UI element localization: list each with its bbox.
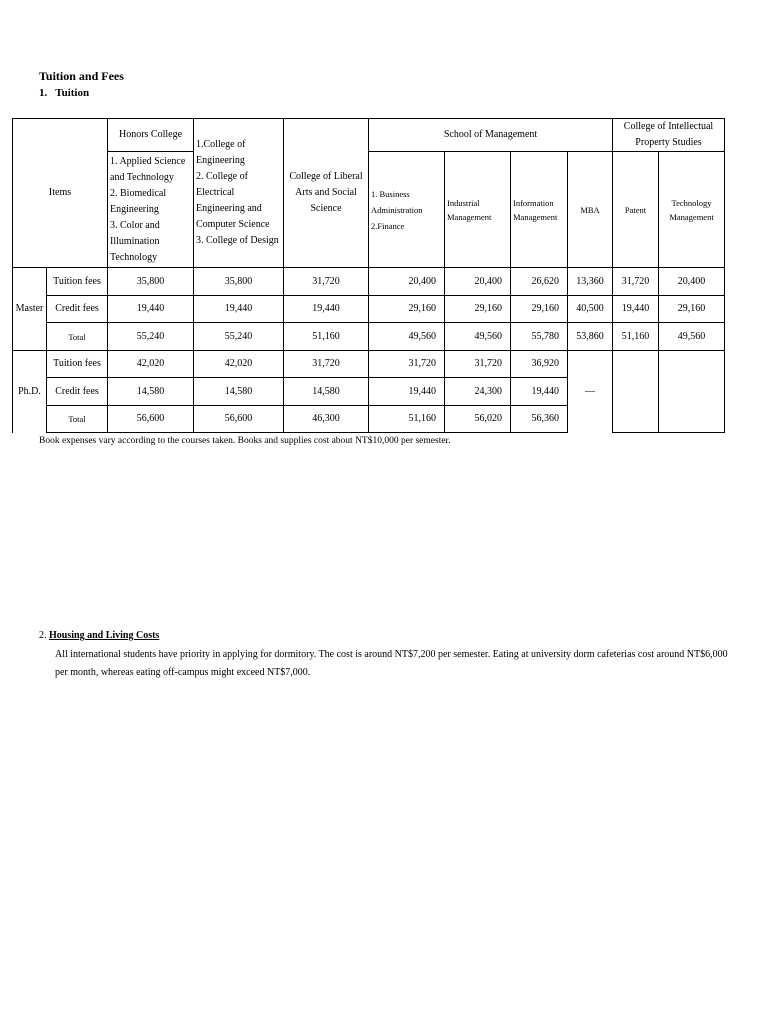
table-cell: 31,720 [284,268,369,296]
information-management-header: Information Management [511,152,568,268]
table-row [13,323,725,351]
phd-mba-cell [568,351,613,433]
patent-header: Patent [613,152,659,268]
table-cell: 35,800 [108,268,194,296]
table-cell: 49,560 [369,323,445,351]
table-cell: 24,300 [445,378,511,406]
table-cell: 31,720 [369,351,445,378]
table-cell: 13,360 [568,268,613,296]
honors-college-header: Honors College [108,119,194,152]
row-label: Total [47,406,108,433]
items-header: Items [13,119,108,268]
table-cell: 55,780 [511,323,568,351]
book-expenses-note: Book expenses vary according to the courses taken. Books and supplies cost about NT$10,000 per semester. [39,436,451,446]
honors-program: 1. Applied Science and Technology [110,155,186,183]
table-cell: 31,720 [445,351,511,378]
table-cell: 31,720 [284,351,369,378]
table-cell: 31,720 [613,268,659,296]
table-cell: 19,440 [613,296,659,323]
row-label: Total [47,323,108,351]
phd-mba-dash: — [585,385,595,397]
page-heading: Tuition and Fees [39,69,124,83]
table-row [13,268,725,296]
table-cell: 53,860 [568,323,613,351]
business-finance-cell [369,152,445,268]
management-program: 1. Business Administration [371,188,423,215]
table-cell: 46,300 [284,406,369,433]
table-cell: 51,160 [369,406,445,433]
table-cell: 56,020 [445,406,511,433]
table-cell: 40,500 [568,296,613,323]
table-cell: 56,600 [194,406,284,433]
industrial-management-header: Industrial Management [445,152,511,268]
table-cell: 42,020 [194,351,284,378]
table-cell: 19,440 [108,296,194,323]
housing-paragraph: All international students have priority in applying for dormitory. The cost is around NT$7,200 per semester. Eating at university dorm cafeterias cost around NT$6,000 per month, whereas eating off-campus might exceed NT$7,000. [55,649,728,678]
mba-header: MBA [568,152,613,268]
honors-program: 3. Color and Illumination Technology [110,219,160,263]
table-cell: 29,160 [659,296,725,323]
engineering-program: 2. College of Electrical Engineering and Computer Science [196,171,270,230]
table-cell: 29,160 [445,296,511,323]
table-cell: 19,440 [284,296,369,323]
table-cell: 26,620 [511,268,568,296]
engineering-program: 3. College of Design [196,235,279,246]
row-label: Tuition fees [47,268,108,296]
table-cell: 36,920 [511,351,568,378]
honors-program: 2. Biomedical Engineering [110,187,167,215]
table-cell: 19,440 [194,296,284,323]
engineering-programs-cell [194,119,284,268]
row-label: Tuition fees [47,351,108,378]
table-cell: 49,560 [659,323,725,351]
table-cell: 29,160 [511,296,568,323]
table-cell: 55,240 [108,323,194,351]
table-cell: 14,580 [284,378,369,406]
table-cell: 14,580 [194,378,284,406]
table-cell: 35,800 [194,268,284,296]
table-cell: 56,360 [511,406,568,433]
table-row [13,296,725,323]
section-2-number: 2. [39,630,47,641]
table-cell: 19,440 [369,378,445,406]
section-1-heading [39,87,89,99]
management-header: School of Management [369,119,613,152]
table-cell: 20,400 [659,268,725,296]
technology-management-header: Technology Management [659,152,725,268]
table-cell: 20,400 [369,268,445,296]
management-program: 2.Finance [371,220,405,231]
master-label: Master [13,268,47,351]
phd-label: Ph.D. [13,351,47,433]
table-cell: 56,600 [108,406,194,433]
section-2-heading [39,630,159,641]
table-cell: 14,580 [108,378,194,406]
ip-college-header: College of Intellectual Property Studies [613,119,725,152]
section-1-number: 1. [39,87,48,99]
table-cell: 29,160 [369,296,445,323]
table-cell: 49,560 [445,323,511,351]
table-cell: 20,400 [445,268,511,296]
phd-patent-cell [613,351,659,433]
section-1-title: Tuition [55,87,90,99]
table-cell: 51,160 [284,323,369,351]
table-cell: 19,440 [511,378,568,406]
liberal-arts-header: College of Liberal Arts and Social Science [284,119,369,268]
table-row [13,351,725,378]
table-cell: 42,020 [108,351,194,378]
table-cell: 55,240 [194,323,284,351]
row-label: Credit fees [47,378,108,406]
phd-tech-cell [659,351,725,433]
tuition-table [12,118,725,433]
engineering-program: 1.College of Engineering [196,139,246,166]
section-2-title: Housing and Living Costs [49,630,160,641]
row-label: Credit fees [47,296,108,323]
table-cell: 51,160 [613,323,659,351]
honors-programs-cell [108,152,194,268]
